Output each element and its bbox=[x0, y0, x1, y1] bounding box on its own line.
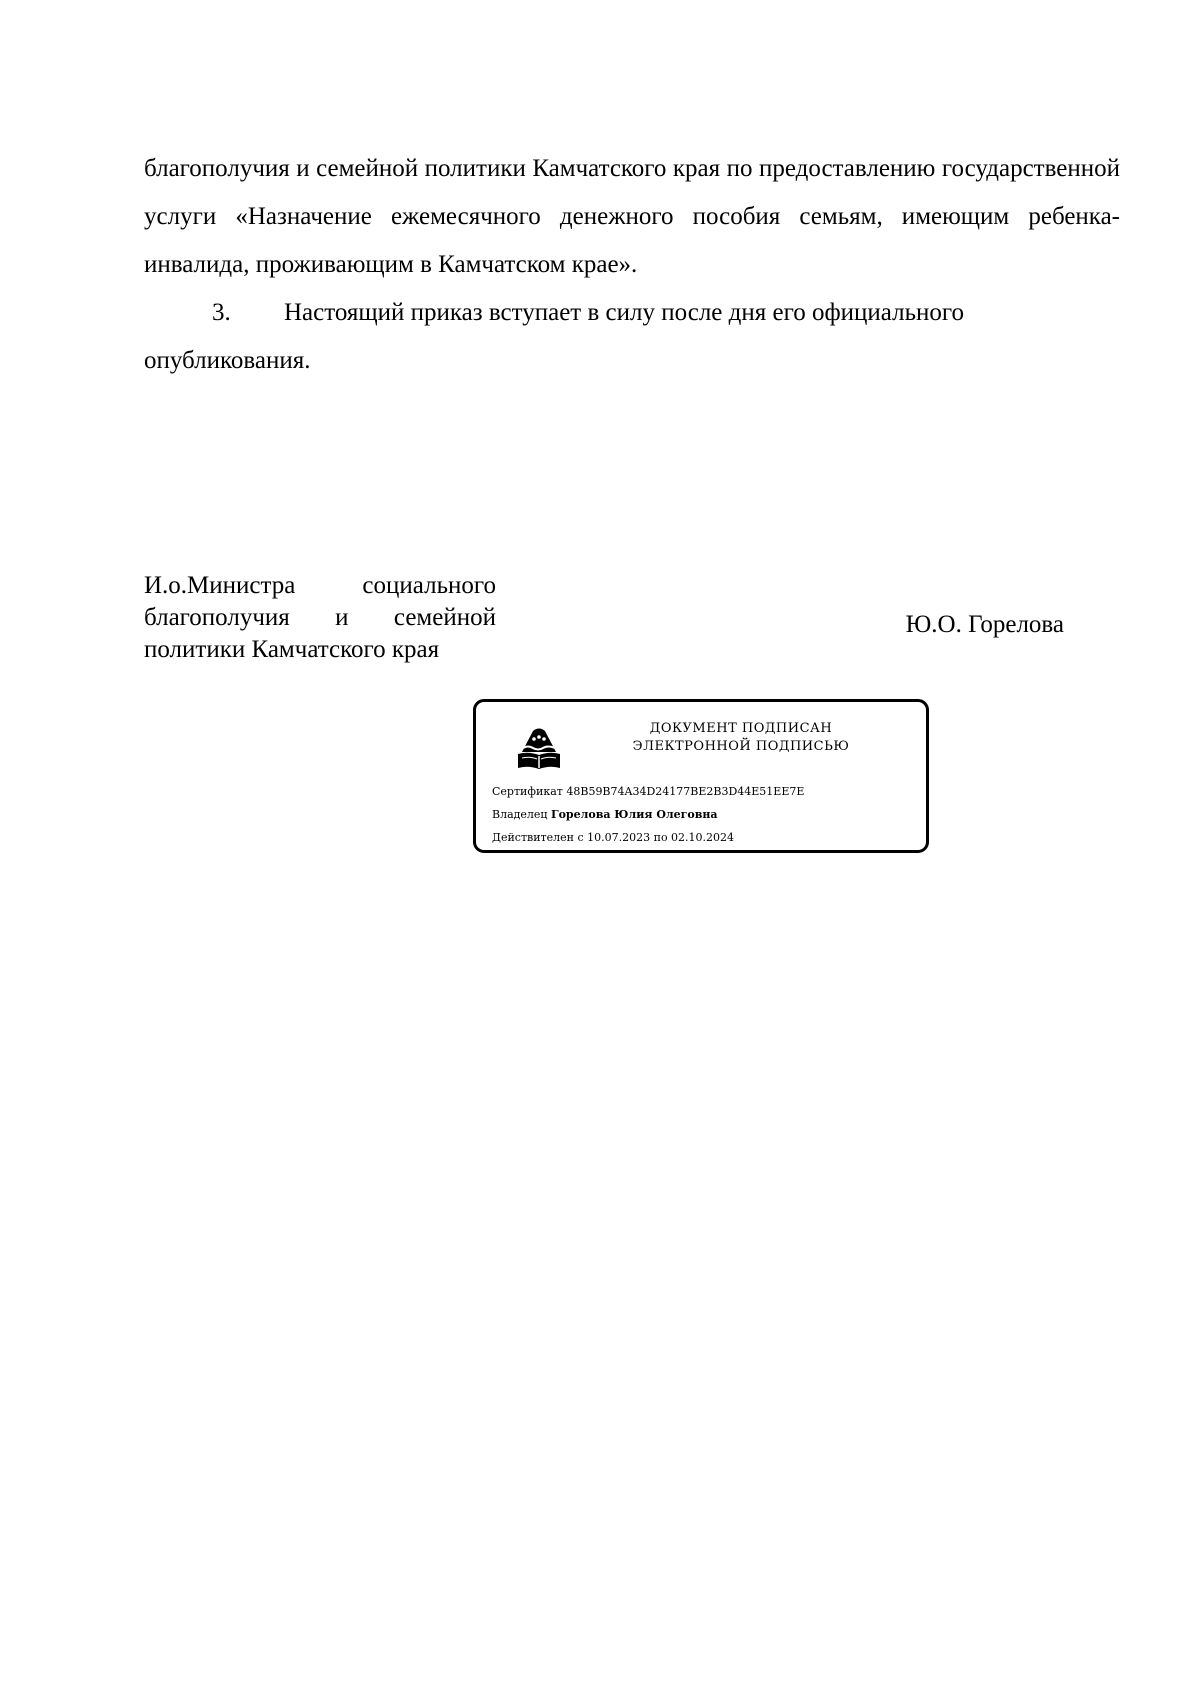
certificate-label: Сертификат bbox=[492, 785, 563, 798]
electronic-signature-stamp bbox=[473, 699, 929, 853]
signer-name: Ю.О. Горелова bbox=[905, 611, 1064, 638]
document-body bbox=[144, 145, 1120, 385]
continuation-paragraph: благополучия и семейной политики Камчатского края по предоставлению государственной услуги «Назначение ежемесячного денежного пособия семьям, имеющим ребенка-инвалида, проживающим в Камчатском крае». bbox=[144, 155, 1120, 278]
stamp-certificate bbox=[492, 780, 922, 803]
item-number: 3. bbox=[212, 299, 231, 326]
paragraph-item-3 bbox=[144, 289, 1120, 385]
signer-position-line: благополучия и семейной bbox=[144, 604, 496, 631]
owner-value: Горелова Юлия Олеговна bbox=[550, 808, 718, 821]
signer-position-line: политики Камчатского края bbox=[144, 636, 440, 663]
stamp-owner bbox=[492, 803, 922, 826]
stamp-details bbox=[492, 780, 922, 849]
stamp-title bbox=[576, 720, 906, 756]
signer-position bbox=[144, 570, 496, 666]
stamp-validity: Действителен с 10.07.2023 по 02.10.2024 bbox=[492, 831, 735, 844]
owner-label: Владелец bbox=[492, 808, 548, 821]
signer-position-line: И.о.Министра социального bbox=[144, 572, 496, 599]
stamp-title-line: ДОКУМЕНТ ПОДПИСАН bbox=[649, 721, 833, 736]
kamchatka-coat-of-arms-icon bbox=[514, 722, 564, 772]
item-text: Настоящий приказ вступает в силу после дня его официального опубликования. bbox=[144, 299, 965, 374]
stamp-title-line: ЭЛЕКТРОННОЙ ПОДПИСЬЮ bbox=[632, 739, 850, 754]
certificate-value: 48B59B74A34D24177BE2B3D44E51EE7E bbox=[566, 785, 805, 798]
